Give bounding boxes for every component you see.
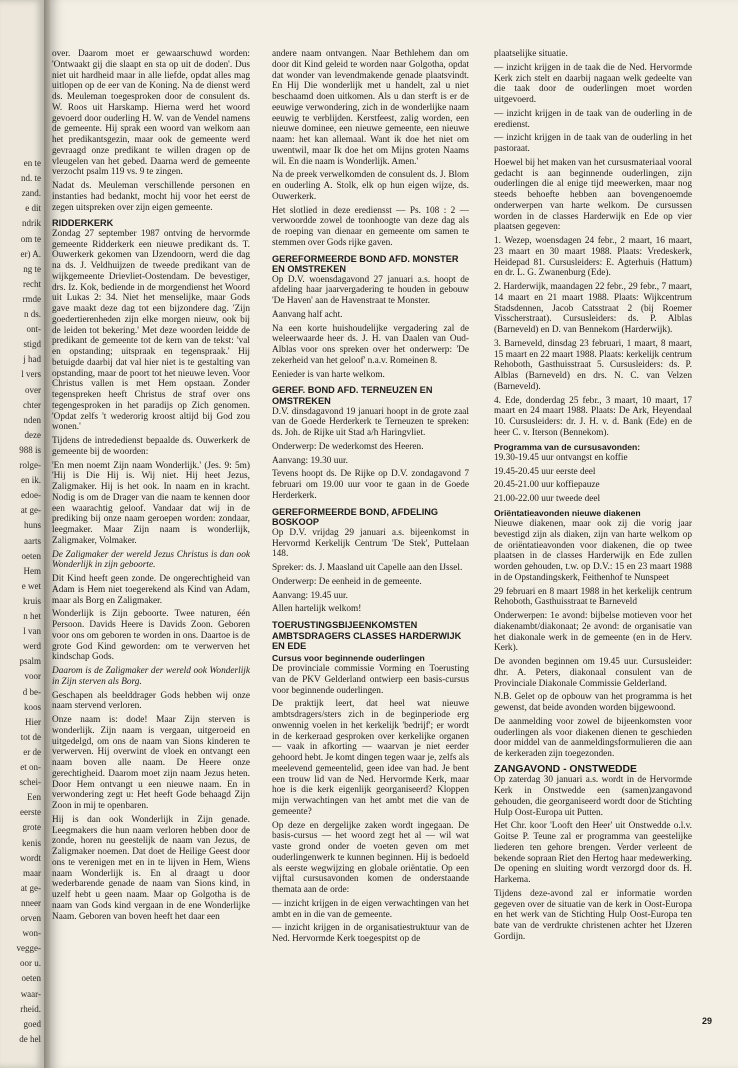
paragraph: Daarom is de Zaligmaker der wereld ook Wonderlijk in Zijn sterven als Borg.	[52, 666, 250, 687]
paragraph: — inzicht krijgen in de eigen verwachtingen van het ambt en in die van de gemeente.	[272, 898, 469, 920]
spine-fragment: won-	[22, 928, 41, 939]
paragraph: 29 februari en 8 maart 1988 in het kerkelijk centrum Rehoboth, Gasthuisstraat te Barneveld	[494, 586, 692, 608]
spine-fragment: kenis	[22, 837, 41, 848]
column-1	[50, 49, 250, 1049]
section-heading: ZANGAVOND - ONSTWEDDE	[494, 763, 637, 775]
spine-fragment: Hem	[23, 565, 41, 576]
spine-fragment: Hier	[25, 716, 41, 727]
spine-fragment: kruis	[23, 595, 41, 606]
spine-fragment: maar	[23, 867, 41, 878]
paragraph: — inzicht krijgen in de taak van de ouderling in het pastoraat.	[494, 133, 692, 154]
spine-fragment: koos	[23, 701, 41, 712]
spine-fragment: nneer	[21, 897, 41, 908]
spine-fragment: et on-	[20, 762, 41, 772]
paragraph: Wonderlijk is Zijn geboorte. Twee naturen, één Persoon. Davids Heere is Davids Zoon. Geboren voor ons om geboren te worden in ons. Daartoe is de grote God Kind geworden: om te verwerven het kindschap Gods.	[52, 609, 250, 663]
spine-fragment: j had	[23, 354, 41, 365]
paragraph: Nieuwe diakenen, maar ook zij die vorig jaar bevestigd zijn als diaken, zijn van harte welkom op de oriëntatieavonden voor diakenen, die op twee plaatsen in de classes Harderwijk en Ede zullen worden gehouden, t.w. op D.V.: 15 en 23 maart 1988 in de Opstandingskerk, Feithenhof te Nunspeet	[494, 519, 692, 583]
paragraph: Zondag 27 september 1987 ontving de hervormde gemeente Ridderkerk een nieuwe predikant ds. T. Ouwerkerk gekomen van IJzendoorn, werd die dag na ds. J. Veldhuijzen de tweede predikant van de wijkgemeente Drievliet-Oostendam. De bevestiger, drs. Iz. Kok, bediende in de morgendienst het Woord uit Lukas 2: 34. Niet het menselijke, maar Gods gave maakt deze dag tot een bijzondere dag. 'Zijn goedertierenheden zijn elke morgen nieuw, ook bij de leiden tot bekering.' Met deze woorden leidde de predikant de gemeente tot de kern van de tekst: 'val en opstanding; uitspraak en tegenspraak.' Hij betuigde daarbij dat val hier niet is te gestalting van opstanding, maar de poort tot het nieuwe leven. Voor Christus vallen is met Hem opstaan. Zonder tegenspreken heeft Christus de straf over ons tegengesproken in het paradijs op Zich genomen. 'Opdat zelfs 't wederorig kroost altijd bij God zou wonen.'	[52, 228, 250, 433]
spine-fragment: at ge-	[20, 882, 41, 893]
paragraph: andere naam ontvangen. Naar Bethlehem dan om door dit Kind geleid te worden naar Golgotha, opdat dat wonder van levendmakende genade plaatsvindt. En Hij Die wonderlijk met u handelt, zal u niet beschaamd doen uitkomen. Als u dan sterft is er de eeuwige verwondering, zich in de wonderlijke naam eeuwig te verblijden. Kerstfeest, zalig worden, een nieuwe dominee, een nieuwe gemeente, een nieuwe naam: het kan allemaal. Want ik doe het niet om uwentwil, maar Ik doe het om Mijns groten Naams wil. En die naam is Wonderlijk. Amen.'	[272, 49, 469, 167]
paragraph: Onderwerp: De eenheid in de gemeente.	[272, 576, 422, 587]
spine-fragment: Een	[27, 792, 41, 803]
spine-fragment: oeten	[21, 973, 41, 984]
spine-fragment: n het	[23, 611, 41, 621]
paragraph: De provinciale commissie Vorming en Toerusting van de PKV Gelderland ontwierp een basis-cursus voor beginnende ouderlingen.	[272, 664, 469, 696]
spine-fragment: aarts	[24, 535, 41, 546]
paragraph: De Zaligmaker der wereld Jezus Christus is dan ook Wonderlijk in zijn geboorte.	[52, 549, 250, 571]
spine-fragment: nd. te	[21, 173, 41, 184]
paragraph: 3. Barneveld, dinsdag 23 februari, 1 maart, 8 maart, 15 maart en 22 maart 1988. Plaats: kerkelijk centrum Rehoboth, Gasthuisstraat 5. Cursusleiders: ds. P. Alblas (Barneveld) en drs. N. C. van Velzen (Barneveld).	[494, 338, 692, 392]
spine-fragment: en ik.	[21, 475, 41, 486]
spine-fragment: l van	[23, 626, 41, 637]
subheading: Programma van de cursusavonden:	[494, 441, 641, 452]
paragraph: N.B. Gelet op de opbouw van het programma is het gewenst, dat beide avonden worden bijgewoond.	[494, 692, 692, 714]
paragraph: 4. Ede, donderdag 25 febr., 3 maart, 10 maart, 17 maart en 24 maart 1988. Plaats: De Ark, Heyendaal 10. Cursusleiders: dr. J. H. v. d. Bank (Ede) en de heer C. v. Iterson (Bennekom).	[494, 395, 692, 438]
paragraph: Aanvang: 19.45 uur.	[272, 590, 348, 601]
magazine-page	[50, 0, 738, 1068]
subheading: Cursus voor beginnende ouderlingen	[272, 652, 425, 663]
spine-fragment: de hel	[19, 1033, 41, 1044]
paragraph: Hoewel bij het maken van het cursusmateriaal vooral gedacht is aan beginnende ouderlingen, zijn ouderlingen die al enige tijd meewerken, maar nog steeds behoefte hebben aan bovengenoemde onderwerpen van harte welkom. De cursussen worden in de classes Harderwijk en Ede op vier plaatsen gegeven:	[494, 157, 692, 233]
paragraph: Aanvang half acht.	[272, 309, 343, 320]
paragraph: Tijdens de intrededienst bepaalde ds. Ouwerkerk de gemeente bij de woorden:	[52, 436, 250, 457]
spine-fragment: vegge-	[16, 943, 41, 954]
paragraph: — inzicht krijgen in de taak die de Ned. Hervormde Kerk zich stelt en daarbij nagaan welk gedeelte van die taak door de ouderlingen moet worden uitgevoerd.	[494, 62, 692, 105]
page-number: 29	[701, 1016, 712, 1026]
paragraph: plaatselijke situatie.	[494, 49, 568, 59]
paragraph: Spreker: ds. J. Maasland uit Capelle aan den IJssel.	[272, 563, 463, 574]
paragraph: Het slotlied in deze erediensst — Ps. 108 : 2 — verwoordde zowel de toonhoogte van deze dag als de roeping van dienaar en gemeente om samen te stemmen over Gods rijke gaven.	[272, 205, 469, 248]
paragraph: Op deze en dergelijke zaken wordt ingegaan. De basis-cursus — het woord zegt het al — wil wat vaste grond onder de voeten geven om met ouderlingenwerk te kunnen beginnen. Hij is bedoeld als eerste wegwijzing en globale oriëntatie. Op een vijftal cursusavonden komen de onderstaande themata aan de orde:	[272, 820, 469, 896]
section-heading: TOERUSTINGSBIJEENKOMSTEN AMBTSDRAGERS CLASSES HARDERWIJK EN EDE	[272, 620, 462, 652]
spine-fragment: at ge-	[20, 505, 41, 516]
paragraph: De praktijk leert, dat heel wat nieuwe ambtsdragers/sters zich in de beginperiode erg onwennig voelen in het kerkelijk 'bedrijf'; er wordt in de kerkeraad gesproken over kerkelijke organen — vaak in afkorting — waarvan je niet eerder gehoord hebt. Je komt dingen tegen waar je, zelfs als meelevend gemeentelid, geen idee van had. Je bent een trouw lid van de Ned. Hervormde Kerk, maar hoe is die kerk eigenlijk georganiseerd? Kloppen mijn verwachtingen van het ambt met die van de gemeente?	[272, 699, 469, 817]
spine-fragment: l vers	[21, 369, 41, 380]
section-heading: GEREFORMEERDE BOND, AFDELING BOSKOOP	[272, 506, 439, 528]
section-heading: GEREFORMEERDE BOND AFD. MONSTER EN OMSTREKEN	[272, 253, 459, 275]
spine-fragment: e dit	[25, 203, 41, 214]
paragraph: Nadat ds. Meuleman verschillende personen en instanties had bedankt, mocht hij voor het eerst de zegen uitspreken over zijn eigen gemeente.	[52, 181, 250, 213]
spine-fragment: ndrik	[22, 218, 41, 229]
spine-fragment: orven	[20, 913, 41, 923]
paragraph: 21.00-22.00 uur tweede deel	[494, 494, 601, 505]
paragraph: Geschapen als beelddrager Gods hebben wij onze naam stervend verloren.	[52, 690, 250, 712]
paragraph: Onze naam is: dode! Maar Zijn sterven is wonderlijk. Zijn naam is vergaan, uitgeroeid en uitgedelgd, om ons de naam van Sions kinderen te verwerven. Hij overwint de vloek en ontvangt een naam boven alle naam. De Heere onze gerechtigheid. Daarom moet zijn naam Jezus heten. Door Hem ontvangt u een nieuwe naam. En in verwondering zegt u: Het heeft Gode behaagd Zijn Zoon in mij te openbaren.	[52, 715, 250, 812]
spine-fragment: eerste	[20, 807, 41, 818]
paragraph: Onderwerp: De wederkomst des Heeren.	[272, 441, 424, 452]
spine-fragment: 988 is	[19, 444, 41, 455]
paragraph: 19.30-19.45 uur ontvangst en koffie	[494, 452, 628, 463]
paragraph: 'En men noemt Zijn naam Wonderlijk.' (Jes. 9: 5m) 'Hij is Die Hij is. Wij niet. Hij heet Jezus, Zaligmaker. Hij is het ook. In naam en in kracht. Nodig is om de Drager van die naam te kennen door een waarachtig geloof. Vandaar dat wij in de prediking bij onze naam geroepen worden: zondaar, leegmaker. Maar Zijn naam is wonderlijk, Zaligmaker, Volmaker.	[52, 460, 250, 546]
spine-fragment: stigd	[23, 339, 41, 350]
paragraph: Na de preek verwelkomden de consulent ds. J. Blom en ouderling A. Stolk, elk op hun eigen wijze, ds. Ouwerkerk.	[272, 170, 469, 202]
paragraph: Op zaterdag 30 januari a.s. wordt in de Hervormde Kerk in Onstwedde een (samen)zangavond gehouden, die georganiseerd wordt door de Stichting Hulp Oost-Europa uit Putten.	[494, 775, 692, 818]
subheading: Oriëntatieavonden nieuwe diakenen	[494, 507, 641, 518]
spine-fragment: goed	[23, 1018, 41, 1029]
previous-page-spine	[0, 0, 44, 1068]
spine-fragment: schei-	[19, 777, 41, 788]
spine-fragment: en te	[23, 158, 41, 168]
paragraph: Hij is dan ook Wonderlijk in Zijn genade. Leegmakers die hun naam verloren hebben door de zonde, horen nu geestelijk de naam van Jezus, de Zaligmaker noemen. Dat doet de Heilige Geest door ons te verenigen met en in te lijven in Hem, Wiens naam Wonderlijk is. En al draagt u door wederbarende genade de naam van Sions kind, in uzelf hebt u geen naam. Maar op Golgotha is de naam van Gods kind vergaan in de ene Wonderlijke Naam. Geboren van boven heeft het daar een	[52, 814, 250, 922]
paragraph: Het Chr. koor 'Looft den Heer' uit Onstwedde o.l.v. Goitse P. Teune zal er programma van geestelijke liederen ten gehore brengen. Verder verleent de bekende sopraan Riet den Hertog haar medewerking. De opening en sluiting wordt verzorgd door ds. H. Harkema.	[494, 821, 692, 886]
spine-fragment: d be-	[22, 686, 41, 697]
paragraph: Onderwerpen: 1e avond: bijbelse motieven voor het diakenambt/diakonaat; 2e avond: de organisatie van het diakonale werk in de gemeente (en in de Herv. Kerk).	[494, 611, 692, 654]
paragraph: De aanmelding voor zowel de bijeenkomsten voor ouderlingen als voor diakenen dienen te geschieden door middel van de aanmeldingsformulieren die aan de kerkeraden zijn toegezonden.	[494, 716, 692, 760]
spine-fragment: edoe-	[21, 490, 41, 501]
paragraph: Dit Kind heeft geen zonde. De ongerechtigheid van Adam is Hem niet toegerekend als Kind van Adam, maar als Borg en Zaligmaker.	[52, 574, 250, 606]
spine-fragment: voor	[24, 671, 41, 682]
spine-fragment: oor u.	[20, 958, 41, 969]
paragraph: Tevens hoopt ds. De Rijke op D.V. zondagavond 7 februari om 19.00 uur voor te gaan in de Goede Herderkerk.	[272, 469, 469, 501]
spine-fragment: chter	[23, 399, 41, 410]
section-heading: GEREF. BOND AFD. TERNEUZEN EN OMSTREKEN	[272, 385, 433, 407]
spine-fragment: waar-	[20, 988, 41, 999]
paragraph: 1. Wezep, woensdagen 24 febr., 2 maart, 16 maart, 23 maart en 30 maart 1988. Plaats: Vredeskerk, Heidepad 81. Cursusleiders: E. Agterhuis (Hattum) en dr. L. G. Zwanenburg (Ede).	[494, 236, 692, 279]
spine-fragment: ont-	[26, 324, 41, 335]
section-heading: RIDDERKERK	[52, 218, 114, 229]
paragraph: over. Daarom moet er gewaarschuwd worden: 'Ontwaakt gij die slaapt en sta op uit de doden'. Dus niet uit hardheid maar in alle liefde, opdat alles mag uitlopen op de eer van de Koning. Na de dienst werd ds. Meuleman toegesproken door de consulent ds. W. Roos uit Harskamp. Hierna werd het woord gevoerd door ouderling H. W. van de Vendel namens de gemeente. Hij sprak een woord van welkom aan het predikantsgezin, maar ook de gemeente werd gevraagd onze predikant te willen dragen op de vleugelen van het gebed. Daarna werd de gemeente verzocht psalm 119 vs. 9 te zingen.	[52, 49, 250, 178]
spine-fragment: werd	[23, 641, 41, 652]
paragraph: D.V. dinsdagavond 19 januari hoopt in de grote zaal van de Goede Herderkerk te Terneuzen te spreken: ds. Joh. de Rijke uit Stad a/h Haringvliet.	[272, 406, 469, 439]
spine-fragment: e wet	[21, 580, 41, 591]
paragraph: 2. Harderwijk, maandagen 22 febr., 29 febr., 7 maart, 14 maart en 21 maart 1988. Plaats: Wijkcentrum Stadsdennen, Jacob Catsstraat 2 (bij Roemer Visscherstraat). Cursusleiders: ds. P. Alblas (Barneveld) en D. van Bennekom (Harderwijk).	[494, 282, 692, 335]
spine-fragment: zand.	[21, 188, 41, 199]
paragraph: Op D.V. woensdagavond 27 januari a.s. hoopt de afdeling haar jaarvergadering te houden in gebouw 'De Haven' aan de Havenstraat te Monster.	[272, 274, 469, 307]
spine-fragment: wordt	[20, 852, 41, 863]
spine-fragment: n ds.	[23, 309, 41, 319]
spine-fragment: ng te	[23, 263, 41, 274]
spine-fragment: psalm	[19, 656, 41, 667]
paragraph: — inzicht krijgen in de taak van de ouderling in de eredienst.	[494, 108, 692, 130]
spine-fragment: rmde	[22, 293, 41, 304]
paragraph: Op D.V. vrijdag 29 januari a.s. bijeenkomst in Hervormd Kerkelijk Centrum 'De Stek', Puttelaan 148.	[272, 527, 469, 560]
paragraph: Allen hartelijk welkom!	[272, 604, 362, 615]
paragraph: 19.45-20.45 uur eerste deel	[494, 466, 596, 477]
spine-fragment: tot de	[20, 731, 41, 742]
column-3	[494, 49, 692, 1049]
spine-fragment: huns	[23, 520, 41, 531]
spine-fragment: rolge-	[19, 460, 41, 470]
spine-fragment: grote	[22, 822, 41, 833]
column-2	[272, 49, 469, 1049]
paragraph: Eenieder is van harte welkom.	[272, 369, 385, 380]
spine-fragment: oeten	[21, 550, 41, 561]
spine-fragment: om te	[20, 233, 41, 244]
paragraph: Aanvang: 19.30 uur.	[272, 455, 348, 466]
spine-fragment: deze	[24, 429, 41, 440]
spine-fragment: er de	[23, 746, 41, 757]
paragraph: Tijdens deze-avond zal er informatie worden gegeven over de situatie van de kerk in Oost-Europa en het werk van de Stichting Hulp Oost-Europa ten bate van de verdrukte christenen achter het IJzeren Gordijn.	[494, 888, 692, 942]
spine-fragment: er) A.	[20, 248, 41, 259]
spine-fragment: recht	[23, 278, 41, 289]
paragraph: — inzicht krijgen in de organisatiestruktuur van de Ned. Hervormde Kerk toegespitst op de	[272, 923, 469, 945]
spine-fragment: rheid.	[20, 1003, 41, 1014]
paragraph: 20.45-21.00 uur koffiepauze	[494, 480, 600, 491]
paragraph: Na een korte huishoudelijke vergadering zal de weleerwaarde heer ds. J. H. van Daalen van Oud-Alblas voor ons spreken over het onderwerp: 'De zekerheid van het geloof' n.a.v. Romeinen 8.	[272, 323, 469, 366]
spine-fragment: nden	[23, 414, 41, 425]
spine-fragment: over	[25, 384, 41, 395]
paragraph: De avonden beginnen om 19.45 uur. Cursusleider: dhr. A. Peters, diakonaal consulent van de Provinciale Diakonale Commissie Gelderland.	[494, 657, 692, 689]
